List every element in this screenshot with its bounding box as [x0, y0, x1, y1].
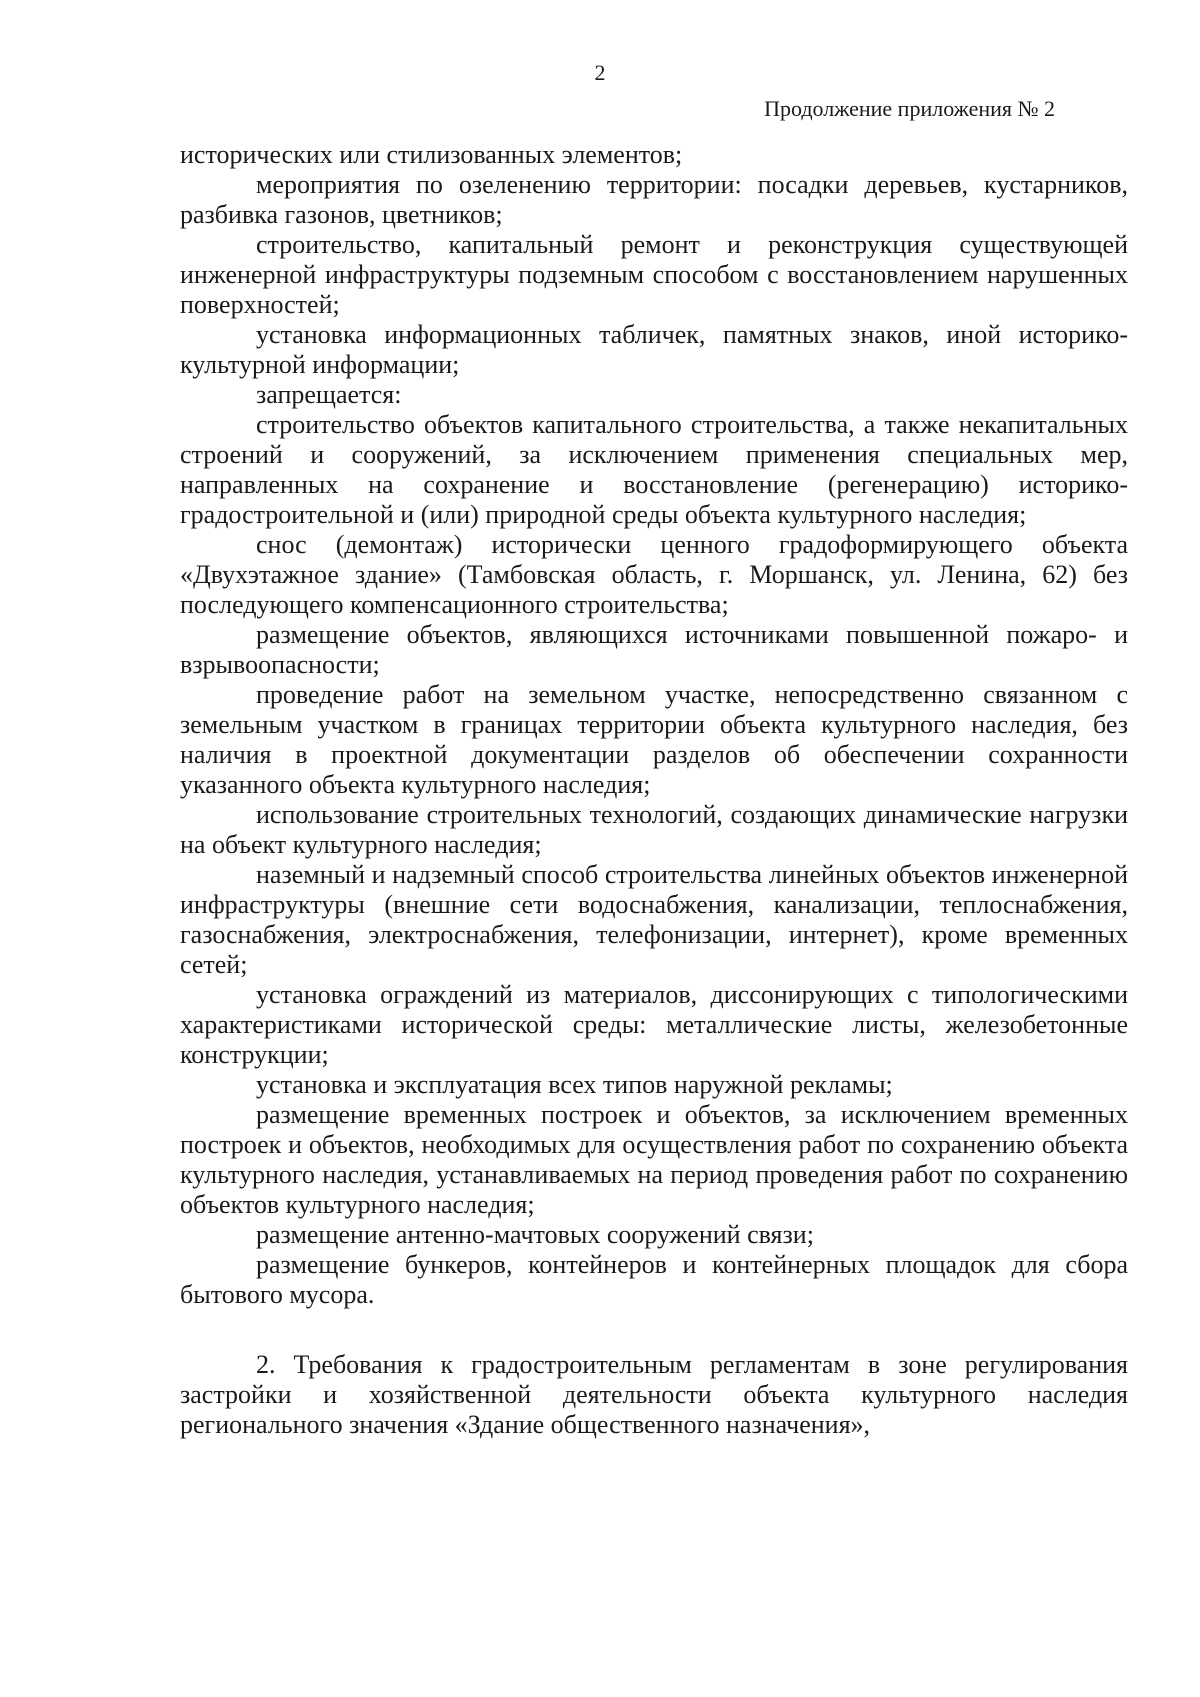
paragraph: наземный и надземный способ строительства линейных объектов инженерной инфраструктуры (внешние сети водоснабжения, канализации, теплоснабжения, газоснабжения, электроснабжения, телефонизации, интернет), кроме временных сетей;	[180, 860, 1128, 979]
paragraph: размещение временных построек и объектов, за исключением временных построек и объектов, необходимых для осуществления работ по сохранению объекта культурного наследия, устанавливаемых на период проведения работ по сохранению объектов культурного наследия;	[180, 1100, 1128, 1219]
paragraph: установка и эксплуатация всех типов наружной рекламы;	[256, 1070, 893, 1099]
paragraph: использование строительных технологий, создающих динамические нагрузки на объект культурного наследия;	[180, 800, 1128, 859]
paragraph: установка информационных табличек, памятных знаков, иной историко-культурной информации;	[180, 320, 1128, 379]
document-body	[180, 140, 1128, 1466]
paragraph: размещение бункеров, контейнеров и контейнерных площадок для сбора бытового мусора.	[180, 1250, 1128, 1309]
paragraph: исторических или стилизованных элементов;	[180, 140, 683, 169]
header-note: Продолжение приложения № 2	[764, 96, 1055, 121]
paragraph: строительство, капитальный ремонт и реконструкция существующей инженерной инфраструктуры подземным способом с восстановлением нарушенных поверхностей;	[180, 230, 1128, 319]
paragraph: снос (демонтаж) исторически ценного градоформирующего объекта «Двухэтажное здание» (Тамбовская область, г. Моршанск, ул. Ленина, 62) без последующего компенсационного строительства;	[180, 530, 1128, 619]
paragraph: мероприятия по озеленению территории: посадки деревьев, кустарников, разбивка газонов, цветников;	[180, 170, 1128, 229]
paragraph: запрещается:	[256, 380, 402, 409]
paragraph: размещение антенно-мачтовых сооружений связи;	[256, 1220, 814, 1249]
paragraph: размещение объектов, являющихся источниками повышенной пожаро- и взрывоопасности;	[180, 620, 1128, 679]
paragraph: проведение работ на земельном участке, непосредственно связанном с земельным участком в границах территории объекта культурного наследия, без наличия в проектной документации разделов об обеспечении сохранности указанного объекта культурного наследия;	[180, 680, 1128, 799]
paragraph: строительство объектов капитального строительства, а также некапитальных строений и сооружений, за исключением применения специальных мер, направленных на сохранение и восстановление (регенерацию) историко-градостроительной и (или) природной среды объекта культурного наследия;	[180, 410, 1128, 529]
paragraph: установка ограждений из материалов, диссонирующих с типологическими характеристиками исторической среды: металлические листы, железобетонные конструкции;	[180, 980, 1128, 1069]
section-2-paragraph: 2. Требования к градостроительным регламентам в зоне регулирования застройки и хозяйственной деятельности объекта культурного наследия регионального значения «Здание общественного назначения»,	[180, 1350, 1128, 1439]
page-number: 2	[594, 60, 606, 85]
